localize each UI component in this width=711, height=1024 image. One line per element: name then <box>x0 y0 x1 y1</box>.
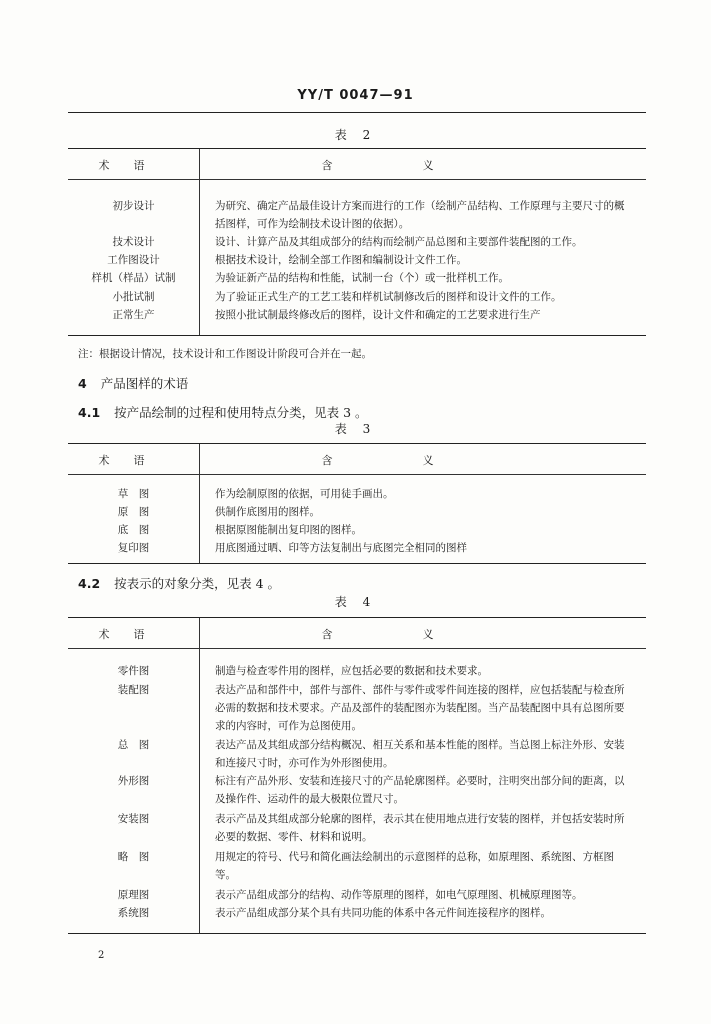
definition: 为验证新产品的结构和性能，试制一台（个）或一批样机工作。 <box>215 272 509 284</box>
term: 总 图 <box>117 739 150 751</box>
term: 安装图 <box>117 813 150 825</box>
column-header-definition: 含义 <box>321 159 524 172</box>
table2 <box>68 148 646 336</box>
section-4-heading <box>78 374 188 392</box>
term: 初步设计 <box>112 200 155 212</box>
term: 复印图 <box>117 542 150 554</box>
page-number: 2 <box>98 950 105 961</box>
definition: 为研究、确定产品最佳设计方案而进行的工作（绘制产品结构、工作原理与主要尺寸的概括图样，可作为绘制技术设计图的依据）。 <box>215 200 625 230</box>
section-4-2-heading <box>78 574 280 592</box>
definition: 表达产品和部件中，部件与部件、部件与零件或零件间连接的图样，应包括装配与检查所必需的数据和技术要求。产品及部件的装配图亦为装配图。当产品装配图中具有总图所要求的内容时，可作为总图使用。 <box>215 684 625 732</box>
definition: 表示产品组成部分的结构、动作等原理的图样，如电气原理图、机械原理图等。 <box>215 889 583 901</box>
term: 零件图 <box>117 665 150 677</box>
term: 草 图 <box>117 488 150 500</box>
definition: 根据技术设计，绘制全部工作图和编制设计文件工作。 <box>215 254 467 266</box>
column-divider <box>199 618 200 933</box>
table4-caption: 表 4 <box>334 595 377 609</box>
definition: 作为绘制原图的依据，可用徒手画出。 <box>215 488 394 500</box>
term: 外形图 <box>117 775 150 787</box>
definition: 供制作底图用的图样。 <box>215 506 320 518</box>
definition: 表达产品及其组成部分结构概况、相互关系和基本性能的图样。当总图上标注外形、安装和连接尺寸时，亦可作为外形图使用。 <box>215 739 625 769</box>
definition: 标注有产品外形、安装和连接尺寸的产品轮廓图样。必要时，注明突出部分间的距离，以及操作件、运动件的最大极限位置尺寸。 <box>215 775 625 805</box>
column-header-term: 术语 <box>98 454 169 467</box>
standard-number-header: YY/T 0047—91 <box>297 88 414 103</box>
term: 工作图设计 <box>107 254 160 266</box>
term: 小批试制 <box>112 291 155 303</box>
term: 技术设计 <box>112 236 155 248</box>
definition: 表示产品组成部分某个具有共同功能的体系中各元件间连接程序的图样。 <box>215 907 551 919</box>
definition: 设计、计算产品及其组成部分的结构而绘制产品总图和主要部件装配图的工作。 <box>215 236 583 248</box>
definition: 用底图通过晒、印等方法复制出与底图完全相同的图样 <box>215 542 467 554</box>
definition: 制造与检查零件用的图样，应包括必要的数据和技术要求。 <box>215 665 488 677</box>
section-number: 4.2 <box>78 576 101 591</box>
section-title: 按表示的对象分类，见表 4 。 <box>114 576 281 591</box>
table3-header <box>68 444 646 475</box>
header-rule <box>68 112 646 113</box>
definition: 用规定的符号、代号和简化画法绘制出的示意图样的总称，如原理图、系统图、方框图等。 <box>215 851 614 881</box>
table3-caption: 表 3 <box>334 422 377 436</box>
column-header-definition: 含义 <box>321 454 524 467</box>
table2-note: 注：根据设计情况，技术设计和工作图设计阶段可合并在一起。 <box>78 348 372 360</box>
definition: 根据原图能制出复印图的图样。 <box>215 524 362 536</box>
definition: 按照小批试制最终修改后的图样，设计文件和确定的工艺要求进行生产 <box>215 309 541 321</box>
section-title: 按产品绘制的过程和使用特点分类，见表 3 。 <box>114 405 368 420</box>
section-number: 4 <box>78 376 87 391</box>
term: 系统图 <box>117 907 150 919</box>
term: 样机（样品）试制 <box>91 272 176 284</box>
term: 底 图 <box>117 524 150 536</box>
section-title: 产品图样的术语 <box>100 376 189 391</box>
column-header-term: 术语 <box>98 628 169 641</box>
definition: 为了验证正式生产的工艺工装和样机试制修改后的图样和设计文件的工作。 <box>215 291 562 303</box>
term: 原 图 <box>117 506 150 518</box>
table2-header <box>68 149 646 180</box>
term: 装配图 <box>117 684 150 696</box>
column-header-definition: 含义 <box>321 628 524 641</box>
term: 原理图 <box>117 889 150 901</box>
table4 <box>68 617 646 934</box>
term: 正常生产 <box>112 309 155 321</box>
table4-header <box>68 618 646 649</box>
table3 <box>68 443 646 564</box>
section-number: 4.1 <box>78 405 101 420</box>
definition: 表示产品及其组成部分轮廓的图样，表示其在使用地点进行安装的图样，并包括安装时所必要的数据、零件、材料和说明。 <box>215 813 625 843</box>
section-4-1-heading <box>78 403 368 421</box>
term: 略 图 <box>117 851 150 863</box>
table2-caption: 表 2 <box>334 128 377 142</box>
column-header-term: 术语 <box>98 159 169 172</box>
